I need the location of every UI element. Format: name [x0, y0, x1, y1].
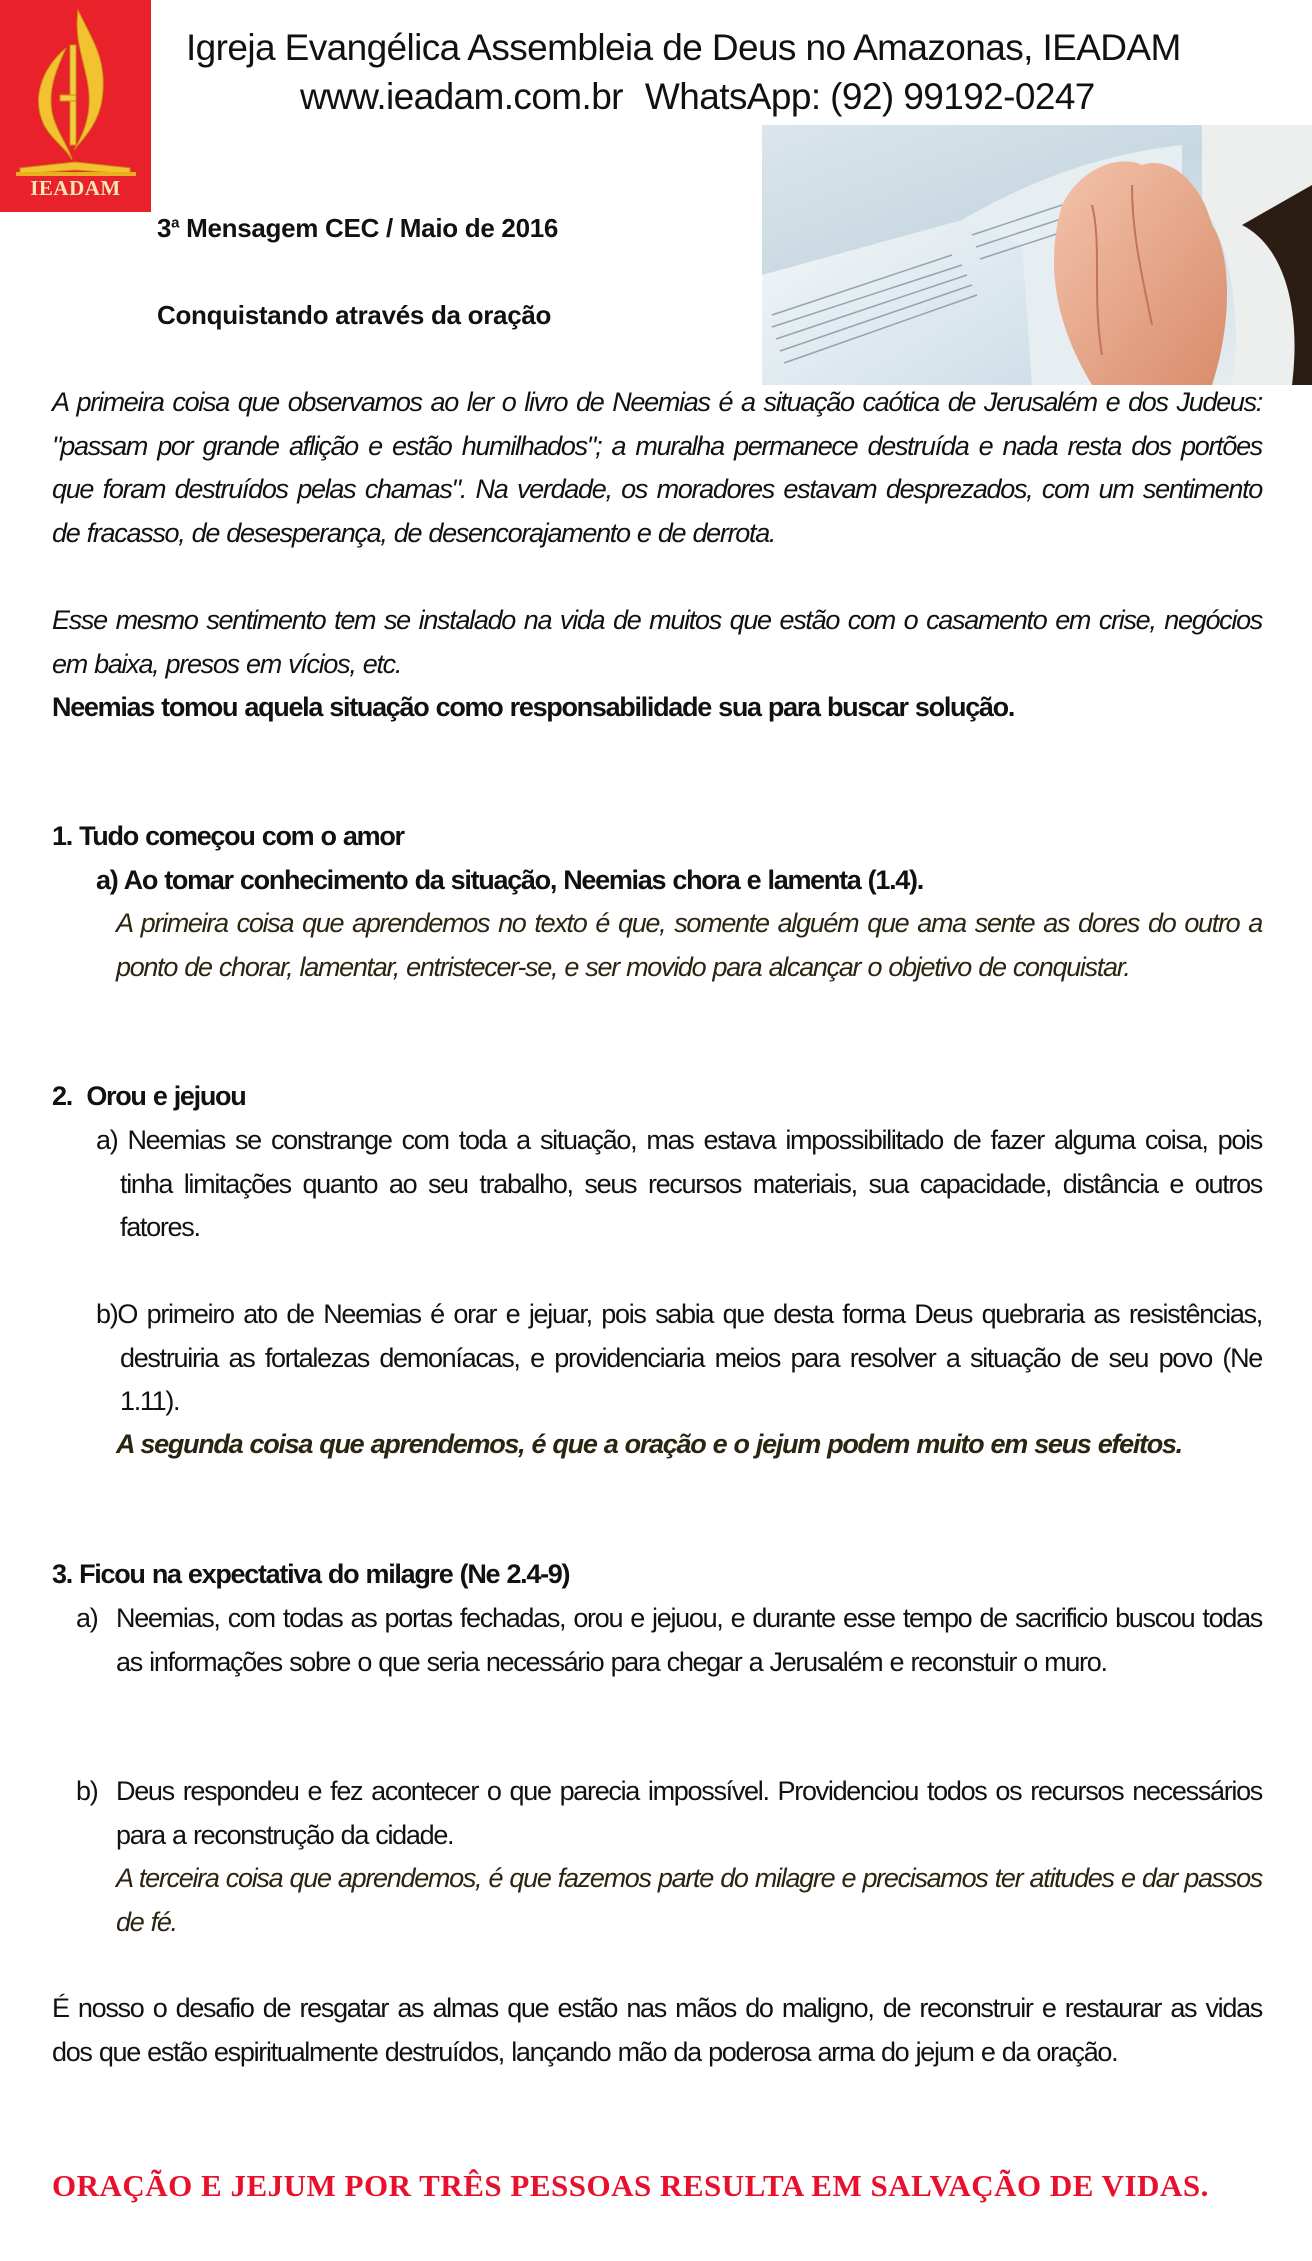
whatsapp-number: WhatsApp: (92) 99192-0247	[644, 76, 1095, 117]
item-note: A primeira coisa que aprendemos no texto é que, somente alguém que ama sente as dores do outro a ponto de chorar, lamentar, entristecer-se, e ser movido para alcançar o objetivo de conquistar.	[116, 908, 1262, 982]
praying-hands-photo	[762, 125, 1312, 385]
intro-emphasis: Neemias tomou aquela situação como responsabilidade sua para buscar solução.	[52, 692, 1015, 722]
intro-paragraph: A primeira coisa que observamos ao ler o livro de Neemias é a situação caótica de Jerusalém e dos Judeus: "passam por grande aflição e estão humilhados"; a muralha permanece destruída e nada resta dos portões que foram destruídos pelas chamas". Na verdade, os moradores estavam desprezados, com um sentimento de fracasso, de desesperança, de desencorajamento e de derrota.	[52, 387, 1262, 548]
section-heading: 2. Orou e jejuou	[52, 1081, 246, 1111]
message-subtitle	[157, 213, 558, 244]
item-text: Ao tomar conhecimento da situação, Neemias chora e lamenta (1.4).	[123, 865, 923, 895]
message-period: Mensagem CEC / Maio de 2016	[179, 213, 559, 243]
section-heading: 1. Tudo começou com o amor	[52, 821, 404, 851]
praying-hands-bible-icon	[762, 125, 1312, 385]
item-label: a)	[96, 865, 118, 895]
section-item	[96, 1119, 1262, 1250]
ieadam-logo	[0, 0, 151, 212]
section-item	[76, 1597, 1262, 1684]
item-label: b)	[76, 1776, 98, 1806]
item-note: A segunda coisa que aprendemos, é que a oração e o jejum podem muito em seus efeitos.	[116, 1429, 1182, 1459]
item-text: Neemias se constrange com toda a situação, mas estava impossibilitado de fazer alguma coisa, pois tinha limitações quanto ao seu trabalho, seus recursos materiais, sua capacidade, distância e outros fatores.	[120, 1125, 1262, 1242]
item-text: O primeiro ato de Neemias é orar e jejuar, pois sabia que desta forma Deus quebraria as resistências, destruiria as fortalezas demoníacas, e providenciaria meios para resolver a situação de seu povo (Ne 1.11).	[117, 1299, 1262, 1416]
website-link[interactable]: www.ieadam.com.br	[300, 76, 623, 117]
item-label: b)	[96, 1299, 118, 1329]
logo-text: IEADAM	[30, 176, 121, 200]
item-label: a)	[96, 1125, 118, 1155]
contact-line	[300, 75, 1095, 119]
ordinal-indicator: a	[171, 214, 180, 232]
section-heading: 3. Ficou na expectativa do milagre (Ne 2.4-9)	[52, 1559, 570, 1589]
intro-paragraph-2: Esse mesmo sentimento tem se instalado na vida de muitos que estão com o casamento em crise, negócios em baixa, presos em vícios, etc.	[52, 605, 1262, 679]
section-item	[96, 1293, 1262, 1424]
church-name: Igreja Evangélica Assembleia de Deus no Amazonas, IEADAM	[186, 27, 1181, 68]
closing-paragraph: É nosso o desafio de resgatar as almas que estão nas mãos do maligno, de reconstruir e restaurar as vidas dos que estão espiritualmente destruídos, lançando mão da poderosa arma do jejum e da oração.	[52, 1993, 1262, 2067]
item-text: Neemias, com todas as portas fechadas, orou e jejuou, e durante esse tempo de sacrificio buscou todas as informações sobre o que seria necessário para chegar a Jerusalém e reconstuir o muro.	[116, 1603, 1262, 1677]
item-note: A terceira coisa que aprendemos, é que fazemos parte do milagre e precisamos ter atitudes e dar passos de fé.	[116, 1863, 1262, 1937]
callout-banner: ORAÇÃO E JEJUM POR TRÊS PESSOAS RESULTA EM SALVAÇÃO DE VIDAS.	[52, 2168, 1209, 2203]
section-item	[76, 1770, 1262, 1857]
message-number: 3	[157, 213, 172, 243]
item-label: a)	[76, 1603, 98, 1633]
message-title: Conquistando através da oração	[157, 300, 552, 330]
section-item	[96, 859, 1262, 903]
item-text: Deus respondeu e fez acontecer o que parecia impossível. Providenciou todos os recursos necessários para a reconstrução da cidade.	[116, 1776, 1262, 1850]
